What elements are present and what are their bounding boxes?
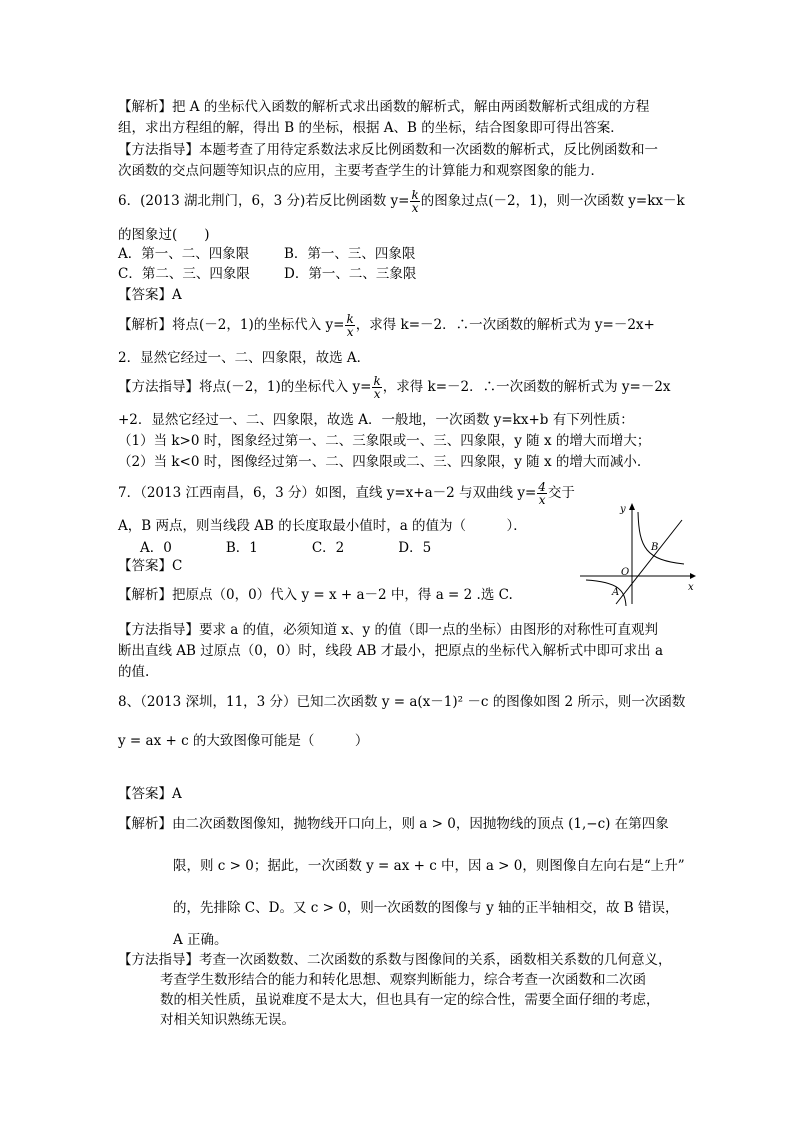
method-line-2: 次函数的交点问题等知识点的应用，主要考查学生的计算能力和观察图象的能力．	[118, 163, 604, 179]
graph-label-a: A	[612, 587, 620, 598]
q6-method-frac-num: k	[373, 374, 381, 388]
q6-fraction	[410, 189, 419, 214]
q6-stem	[118, 189, 685, 214]
graph-x-arrow	[690, 573, 696, 579]
q6-option-d: D．第一、二、三象限	[284, 266, 417, 282]
q6-method-pre: 【方法指导】将点(－2，1)的坐标代入 y=	[118, 379, 372, 395]
graph-label-x: x	[688, 582, 694, 593]
q8-analysis-line4: A 正确。	[173, 932, 228, 948]
q8-method-line3: 数的相关性质，虽说难度不是太大，但也具有一定的综合性，需要全面仔细的考虑，	[160, 992, 660, 1008]
q8-analysis-line3: 的，先排除 C、D。又 c > 0，则一次函数的图像与 y 轴的正半轴相交，故 B 错误，	[173, 900, 679, 916]
q6-analysis-frac-num: k	[346, 312, 354, 326]
q7-fraction	[537, 481, 547, 506]
q6-frac-num: k	[411, 188, 419, 202]
q6-analysis	[118, 313, 655, 338]
graph-hyperbola-branch-lower	[586, 580, 626, 606]
analysis-line-2: 组，求出方程组的解，得出 B 的坐标，根据 A、B 的坐标，结合图象即可得出答案．	[118, 120, 624, 136]
q6-stem-line2: 的图象过( )	[118, 227, 210, 243]
q6-analysis-line2: 2．显然它经过一、二、四象限，故选 A．	[118, 350, 371, 366]
q6-method-line4: （2）当 k<0 时，图像经过第一、二、四象限或二、三、四象限，y 随 x 的增大而减小.	[118, 454, 642, 470]
q6-option-c: C．第二、三、四象限	[118, 266, 250, 282]
q7-method-line1: 【方法指导】要求 a 的值，必须知道 x、y 的值（即一点的坐标）由图形的对称性可直观判	[118, 622, 658, 638]
q6-method-line2: +2．显然它经过一、二、四象限，故选 A．一般地，一次函数 y=kx+b 有下列性质：	[118, 412, 634, 428]
q7-stem-pre: 7．（2013 江西南昌，6，3 分）如图，直线 y=x+a－2 与双曲线 y=	[118, 485, 537, 501]
q6-method	[118, 375, 671, 400]
graph-hyperbola-branch-upper	[638, 512, 684, 564]
graph-y-arrow	[629, 503, 635, 510]
q6-option-b: B．第一、三、四象限	[284, 246, 416, 262]
q8-analysis-line1: 【解析】由二次函数图像知，抛物线开口向上，则 a > 0，因抛物线的顶点 (1,−c) 在第四象	[118, 816, 669, 832]
q6-analysis-frac-den: x	[346, 325, 354, 339]
q7-method-line2: 断出直线 AB 过原点（0，0）时，线段 AB 才最小，把原点的坐标代入解析式中即可求出 a	[118, 643, 664, 659]
q7-answer: 【答案】C	[118, 558, 183, 574]
q6-stem-post: 的图象过点(－2，1)，则一次函数 y=kx－k	[420, 193, 685, 209]
analysis-line-1: 【解析】把 A 的坐标代入函数的解析式求出函数的解析式，解由两函数解析式组成的方程	[118, 99, 650, 115]
graph-label-b: B	[651, 542, 659, 553]
q8-stem: 8、（2013 深圳，11，3 分）已知二次函数 y = a(x－1)² －c 的图像如图 2 所示，则一次函数	[118, 694, 686, 710]
q7-stem	[118, 481, 575, 506]
q6-analysis-pre: 【解析】将点(－2，1)的坐标代入 y=	[118, 317, 345, 333]
q7-frac-num: 4	[538, 480, 546, 494]
q6-stem-pre: 6．(2013 湖北荆门，6，3 分)若反比例函数 y=	[118, 193, 410, 209]
q6-answer: 【答案】A	[118, 287, 182, 303]
q8-method-line1: 【方法指导】考查一次函数数、二次函数的系数与图像间的关系，函数相关系数的几何意义，	[118, 952, 672, 968]
q8-method-line4: 对相关知识熟练无误。	[160, 1012, 295, 1028]
q7-stem-post: 交于	[547, 485, 575, 501]
q6-option-a: A．第一、二、四象限	[118, 246, 250, 262]
graph-label-origin: O	[621, 567, 630, 578]
q8-analysis-line2: 限，则 c > 0；据此，一次函数 y = ax + c 中，因 a > 0，则图像自左向右是“上升”	[173, 858, 685, 874]
q7-options: A．0 B．1 C．2 D．5	[140, 540, 432, 556]
q6-method-frac-den: x	[373, 387, 381, 401]
q7-method-line3: 的值.	[118, 664, 150, 680]
q6-analysis-post: ，求得 k=－2．∴一次函数的解析式为 y=－2x+	[355, 317, 655, 333]
method-line-1: 【方法指导】本题考查了用待定系数法求反比例函数和一次函数的解析式，反比例函数和一	[118, 142, 658, 158]
q7-function-graph	[578, 498, 698, 606]
q6-method-fraction	[372, 375, 381, 400]
q8-answer: 【答案】A	[118, 786, 182, 802]
q6-method-line3: （1）当 k>0 时，图象经过第一、二、三象限或一、三、四象限，y 随 x 的增大而增大；	[118, 433, 651, 449]
q8-stem-line2: y = ax + c 的大致图像可能是（ ）	[118, 733, 369, 749]
q6-method-post: ，求得 k=－2．∴一次函数的解析式为 y=－2x	[382, 379, 671, 395]
q7-analysis: 【解析】把原点（0，0）代入 y = x + a－2 中，得 a = 2 .选 C.	[118, 587, 513, 603]
graph-label-y: y	[620, 504, 626, 515]
q8-method-line2: 考查学生数形结合的能力和转化思想、观察判断能力，综合考查一次函数和二次函	[160, 972, 646, 988]
q6-frac-den: x	[411, 201, 419, 215]
q7-stem-line2: A，B 两点，则当线段 AB 的长度取最小值时，a 的值为（ ）．	[118, 518, 527, 534]
q7-frac-den: x	[538, 493, 546, 507]
q6-analysis-fraction	[345, 313, 354, 338]
